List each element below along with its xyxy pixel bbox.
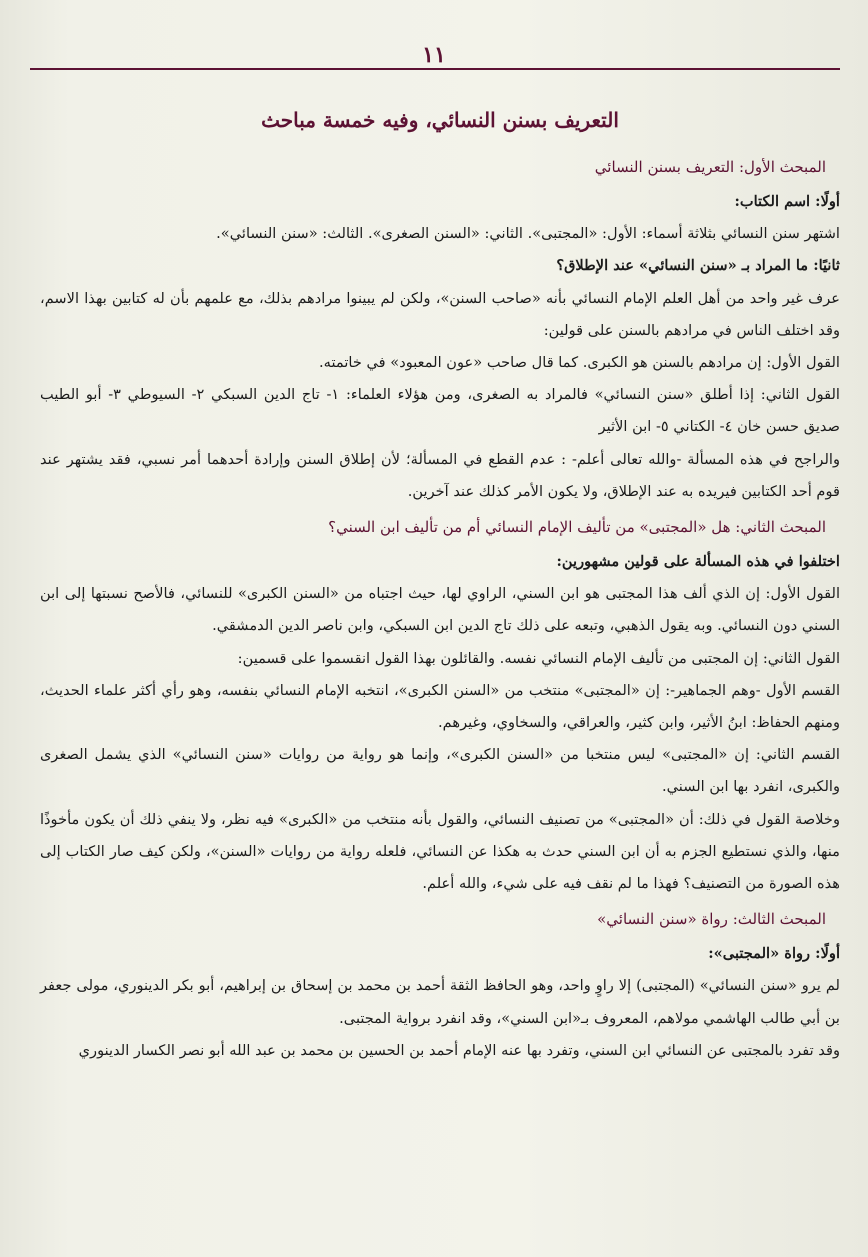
paragraph: عرف غير واحد من أهل العلم الإمام النسائي بأنه «صاحب السنن»، ولكن لم يبينوا مرادهم بذلك، مع علمهم بأن له كتابين بهذا الاسم، وقد اختلف الناس في مرادهم بالسنن على قولين: [40, 289, 840, 339]
paragraph: القول الأول: إن مرادهم بالسنن هو الكبرى. كما قال صاحب «عون المعبود» في خاتمته. [319, 354, 840, 372]
section-heading-2: المبحث الثاني: هل «المجتبى» من تأليف الإمام النسائي أم من تأليف ابن السني؟ [328, 518, 826, 537]
paragraph: لم يرو «سنن النسائي» (المجتبى) إلا راوٍ واحد، وهو الحافظ الثقة أحمد بن محمد بن إسحاق بن إبراهيم، أبو بكر الدينوري، مولى جعفر بن أبي طالب الهاشمي مولاهم، المعروف بـ«ابن السني»، وقد انفرد برواية المجتبى. [40, 977, 840, 1027]
paragraph: القسم الثاني: إن «المجتبى» ليس منتخبا من «السنن الكبرى»، وإنما هو رواية من روايات «سنن النسائي» الذي يشمل الصغرى والكبرى، انفرد بها ابن السني. [40, 746, 840, 796]
paragraph: وقد تفرد بالمجتبى عن النسائي ابن السني، وتفرد بها عنه الإمام أحمد بن الحسين بن محمد بن عبد الله أبو نصر الكسار الدينوري [78, 1041, 840, 1059]
paragraph: والراجح في هذه المسألة -والله تعالى أعلم- : عدم القطع في المسألة؛ لأن إطلاق السنن وإرادة أحدهما أمر نسبي، فقد يشتهر عند قوم أحد الكتابين فيريده به عند الإطلاق، ولا يكون الأمر كذلك عند آخرين. [40, 450, 840, 500]
paragraph: القول الثاني: إن المجتبى من تأليف الإمام النسائي نفسه. والقائلون بهذا القول انقسموا على قسمين: [237, 649, 840, 667]
document-body [40, 98, 840, 1067]
paragraph: اشتهر سنن النسائي بثلاثة أسماء: الأول: «المجتبى». الثاني: «السنن الصغرى». الثالث: «سنن النسائي». [216, 225, 840, 243]
paragraph: القسم الأول -وهم الجماهير-: إن «المجتبى» منتخب من «السنن الكبرى»، انتخبه الإمام النسائي بنفسه، وهو رأي أكثر علماء الحديث، ومنهم الحفاظ: ابنُ الأثير، وابن كثير، والعراقي، والسخاوي، وغيرهم. [40, 681, 840, 732]
section-heading-1: المبحث الأول: التعريف بسنن النسائي [594, 158, 826, 176]
paragraph: القول الأول: إن الذي ألف هذا المجتبى هو ابن السني، الراوي لها، حيث اجتباه من «السنن الكبرى» للنسائي، فالأصح نسبتها إلى ابن السني دون النسائي. وبه يقول الذهبي، وتبعه على ذلك تاج الدين ابن السبكي، وابن ناصر الدين الدمشقي. [40, 585, 840, 635]
subheading-narrators: أولًا: رواة «المجتبى»: [708, 945, 840, 963]
paragraph: وخلاصة القول في ذلك: أن «المجتبى» من تصنيف النسائي، والقول بأنه منتخب من «الكبرى» فيه نظر، ولا ينفي ذلك أن يكون مأخوذًا منها، والذي نستطيع الجزم به أن ابن السني حدث به هكذا عن النسائي، فلعله رواية من روايات «السنن»، ولكن كيف صار الكتاب إلى هذه الصورة من التصنيف؟ فهذا ما لم نقف فيه على شيء، والله أعلم. [40, 810, 840, 893]
subheading-disagreement: اختلفوا في هذه المسألة على قولين مشهورين: [556, 553, 840, 571]
header-rule [30, 68, 840, 70]
section-heading-3: المبحث الثالث: رواة «سنن النسائي» [597, 910, 826, 929]
subheading-book-name: أولًا: اسم الكتاب: [734, 193, 840, 210]
page-title: التعريف بسنن النسائي، وفيه خمسة مباحث [261, 108, 619, 132]
paragraph: القول الثاني: إذا أطلق «سنن النسائي» فالمراد به الصغرى، ومن هؤلاء العلماء: ١- تاج الدين السبكي ٢- السيوطي ٣- أبو الطيب صديق حسن خان ٤- الكتاني ٥- ابن الأثير [40, 386, 840, 436]
subheading-meaning: ثانيًا: ما المراد بـ «سنن النسائي» عند الإطلاق؟ [556, 257, 840, 275]
page-number: ١١ [422, 42, 446, 68]
